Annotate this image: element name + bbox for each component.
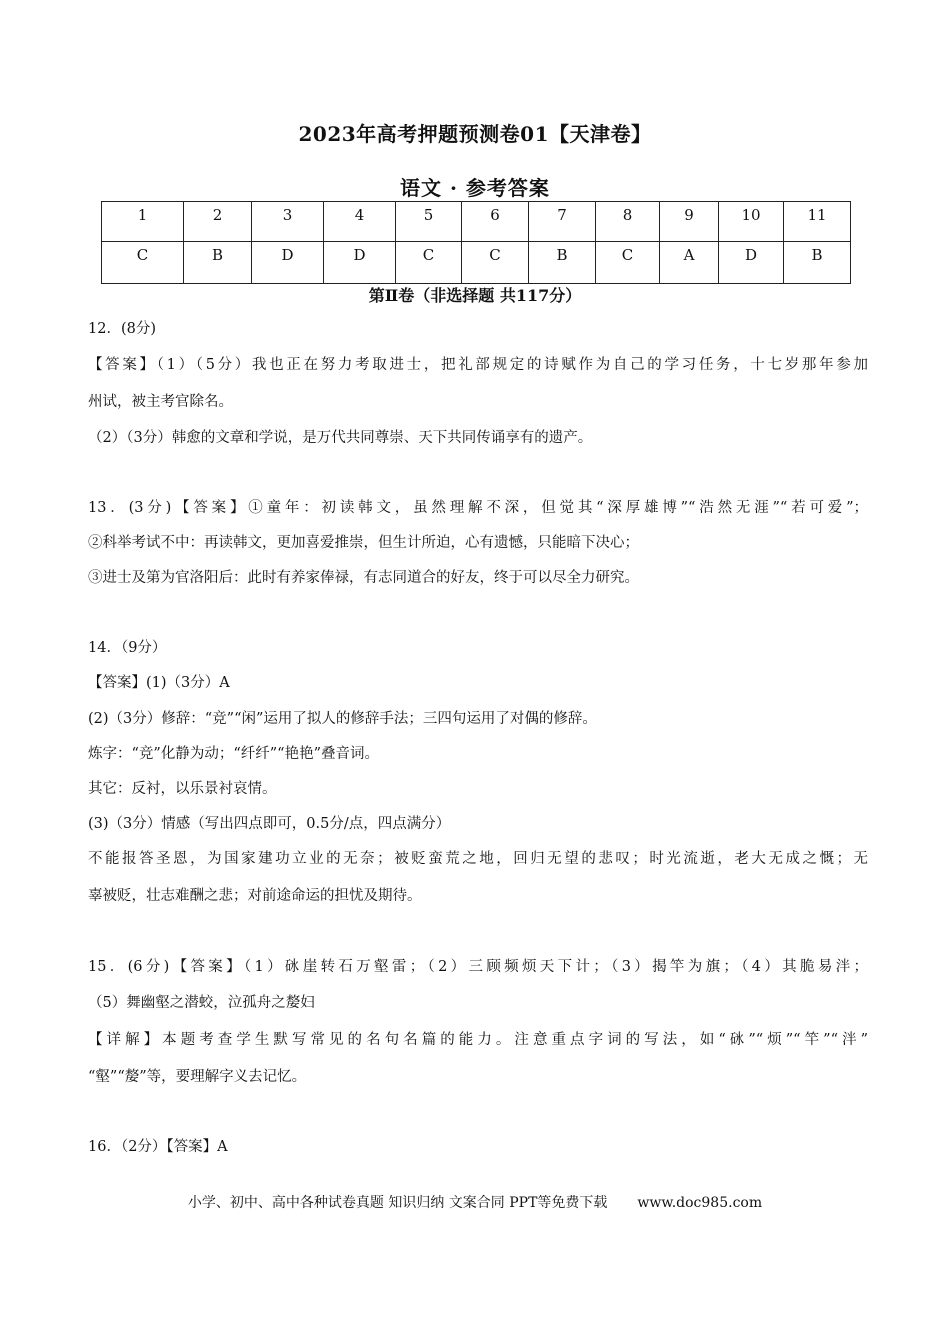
answer-cell: B (784, 242, 851, 284)
q12-heading: 12．(8分) (88, 321, 156, 337)
answer-cell: C (462, 242, 529, 284)
q16-answer-line: 16．（2分）【答案】A (88, 1139, 228, 1155)
question-number-cell: 10 (719, 202, 784, 242)
q14-answer-line: 辜被贬，壮志难酬之悲；对前途命运的担忧及期待。 (88, 888, 422, 904)
answer-cell: C (102, 242, 184, 284)
page-subtitle: 语文 · 参考答案 (400, 176, 550, 200)
section-heading: 第Ⅱ卷（非选择题 共117分） (368, 286, 582, 305)
q14-heading: 14．（9分） (88, 640, 167, 656)
answer-cell: B (529, 242, 596, 284)
page-footer (0, 1192, 950, 1212)
q14-answer-line: 炼字：“竞”化静为动；“纤纤”“艳艳”叠音词。 (88, 746, 379, 762)
q13-answer-line: 13．(3分)【答案】①童年：初读韩文，虽然理解不深，但觉其“深厚雄博”“浩然无涯”“若可爱”； (88, 500, 868, 516)
answer-cell: D (324, 242, 396, 284)
question-number-cell: 4 (324, 202, 396, 242)
answer-row (102, 242, 851, 284)
q15-detail-line: “壑”“嫠”等，要理解字义去记忆。 (88, 1069, 307, 1085)
q14-answer-line: 其它：反衬，以乐景衬哀情。 (88, 781, 277, 797)
q14-answer-line: (2)（3分）修辞：“竞”“闲”运用了拟人的修辞手法；三四句运用了对偶的修辞。 (88, 711, 597, 727)
question-number-cell: 11 (784, 202, 851, 242)
q15-detail-line: 【详解】本题考查学生默写常见的名句名篇的能力。注意重点字词的写法，如“砯”“烦”“竿”“泮” (88, 1032, 868, 1048)
question-number-cell: 6 (462, 202, 529, 242)
question-number-row (102, 202, 851, 242)
question-number-cell: 5 (396, 202, 462, 242)
question-number-cell: 2 (184, 202, 252, 242)
q14-answer-line: 不能报答圣恩，为国家建功立业的无奈；被贬蛮荒之地，回归无望的悲叹；时光流逝，老大无成之慨；无 (88, 851, 868, 867)
answer-cell: C (596, 242, 660, 284)
answer-table (101, 201, 851, 284)
question-number-cell: 9 (660, 202, 719, 242)
answer-cell: D (252, 242, 324, 284)
question-number-cell: 3 (252, 202, 324, 242)
q13-answer-line: ③进士及第为官洛阳后：此时有养家俸禄，有志同道合的好友，终于可以尽全力研究。 (88, 570, 639, 586)
q15-answer-line: （5）舞幽壑之潜蛟，泣孤舟之嫠妇 (88, 995, 315, 1011)
answer-cell: C (396, 242, 462, 284)
q12-answer-line: 州试，被主考官除名。 (88, 394, 233, 410)
q14-answer-line: 【答案】(1)（3分）A (88, 675, 230, 691)
footer-text: 小学、初中、高中各种试卷真题 知识归纳 文案合同 PPT等免费下载 (187, 1195, 608, 1211)
answer-cell: D (719, 242, 784, 284)
answer-cell: A (660, 242, 719, 284)
q12-answer-line: 【答案】（1）（5分）我也正在努力考取进士，把礼部规定的诗赋作为自己的学习任务，十七岁那年参加 (88, 357, 868, 373)
q14-answer-line: (3)（3分）情感（写出四点即可，0.5分/点，四点满分） (88, 816, 451, 832)
q13-answer-line: ②科举考试不中：再读韩文，更加喜爱推崇，但生计所迫，心有遗憾，只能暗下决心； (88, 535, 639, 551)
question-number-cell: 8 (596, 202, 660, 242)
question-number-cell: 1 (102, 202, 184, 242)
footer-url: www.doc985.com (637, 1195, 763, 1211)
q15-answer-line: 15．(6分)【答案】（1）砯崖转石万壑雷；（2）三顾频烦天下计；（3）揭竿为旗；（4）其脆易泮； (88, 959, 868, 975)
answer-cell: B (184, 242, 252, 284)
q12-answer-line: （2）（3分）韩愈的文章和学说，是万代共同尊崇、天下共同传诵享有的遗产。 (88, 430, 593, 446)
question-number-cell: 7 (529, 202, 596, 242)
page-title: 2023年高考押题预测卷01【天津卷】 (298, 122, 652, 146)
